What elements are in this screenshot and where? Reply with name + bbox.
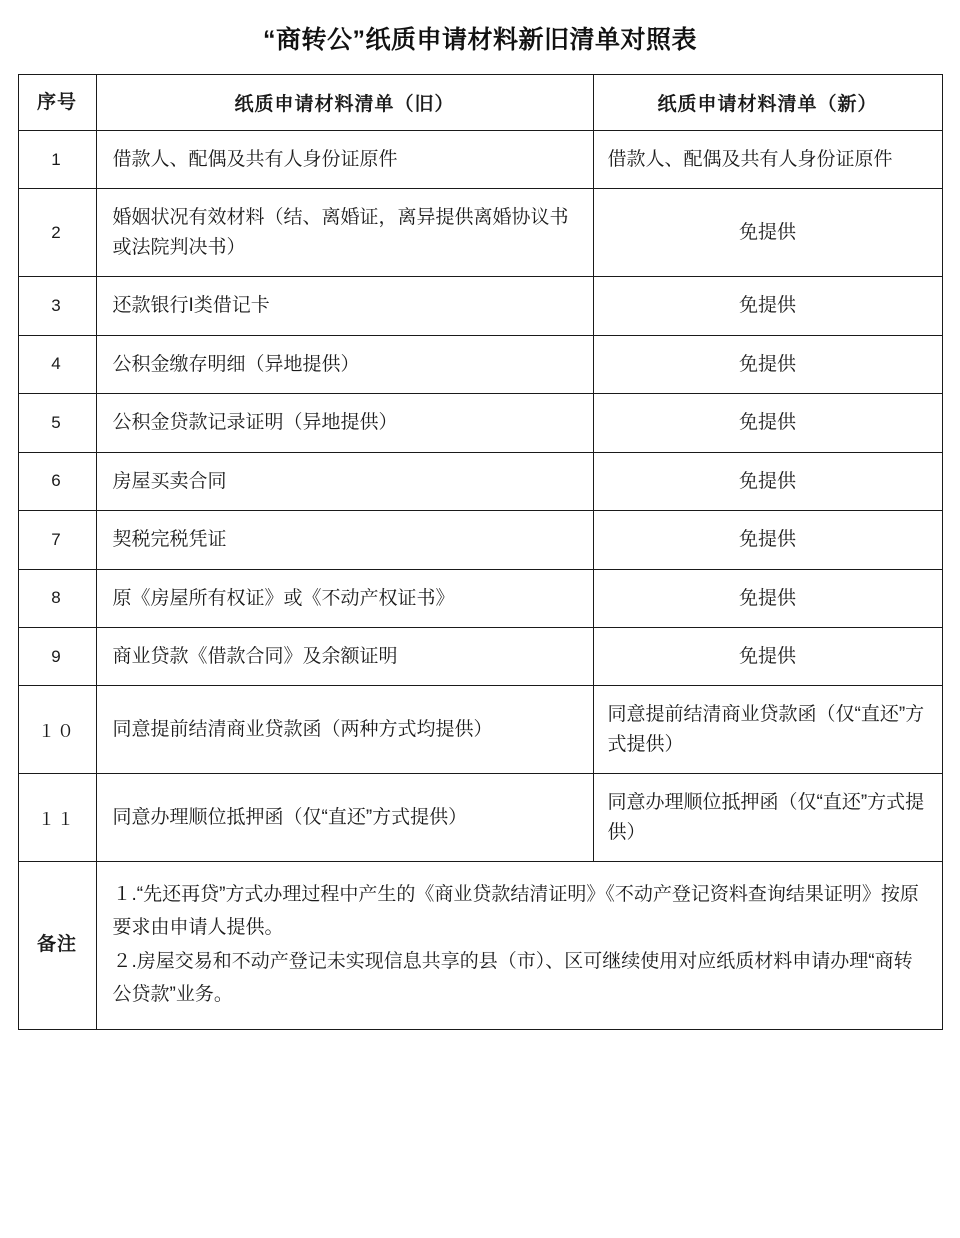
row-seq: 4 [18, 335, 96, 393]
table-row [18, 627, 942, 685]
row-new-material: 同意办理顺位抵押函（仅“直还”方式提供） [593, 774, 942, 862]
row-seq: 3 [18, 277, 96, 335]
row-old-material: 还款银行I类借记卡 [96, 277, 593, 335]
footnote-label [18, 862, 96, 1030]
table-row [18, 394, 942, 452]
footnote-line-1: １.“先还再贷”方式办理过程中产生的《商业贷款结清证明》《不动产登记资料查询结果证明》按原要求由申请人提供。 [112, 884, 919, 939]
table-row [18, 131, 942, 189]
footnote-line-2: ２.房屋交易和不动产登记未实现信息共享的县（市）、区可继续使用对应纸质材料申请办理“商转公贷款”业务。 [112, 950, 913, 1005]
row-new-material: 借款人、配偶及共有人身份证原件 [593, 131, 942, 189]
row-seq: 2 [18, 189, 96, 277]
row-old-material: 房屋买卖合同 [96, 452, 593, 510]
row-seq: １１ [18, 774, 96, 862]
footnote-label-text: 备注 [36, 934, 77, 956]
row-new-material: 免提供 [593, 335, 942, 393]
row-old-material: 契税完税凭证 [96, 511, 593, 569]
row-new-material: 免提供 [593, 452, 942, 510]
footnote-body [96, 862, 942, 1030]
table-row [18, 774, 942, 862]
row-new-material: 免提供 [593, 627, 942, 685]
column-header-old-list: 纸质申请材料清单（旧） [96, 75, 593, 131]
row-old-material: 公积金缴存明细（异地提供） [96, 335, 593, 393]
row-new-material: 免提供 [593, 569, 942, 627]
table-header-row [18, 75, 942, 131]
column-header-seq: 序号 [18, 75, 96, 131]
table-row [18, 189, 942, 277]
page-title: “商转公”纸质申请材料新旧清单对照表 [262, 26, 697, 54]
row-new-material: 免提供 [593, 189, 942, 277]
row-old-material: 同意提前结清商业贷款函（两种方式均提供） [96, 686, 593, 774]
row-new-material: 免提供 [593, 511, 942, 569]
table-row [18, 335, 942, 393]
footnote-row [18, 862, 942, 1030]
row-old-material: 同意办理顺位抵押函（仅“直还”方式提供） [96, 774, 593, 862]
row-old-material: 商业贷款《借款合同》及余额证明 [96, 627, 593, 685]
comparison-table [18, 74, 943, 1030]
row-seq: 6 [18, 452, 96, 510]
table-row [18, 686, 942, 774]
row-new-material: 免提供 [593, 394, 942, 452]
row-seq: 9 [18, 627, 96, 685]
row-seq: １０ [18, 686, 96, 774]
column-header-new-list: 纸质申请材料清单（新） [593, 75, 942, 131]
row-seq: 1 [18, 131, 96, 189]
row-old-material: 借款人、配偶及共有人身份证原件 [96, 131, 593, 189]
row-old-material: 婚姻状况有效材料（结、离婚证，离异提供离婚协议书或法院判决书） [96, 189, 593, 277]
table-row [18, 277, 942, 335]
row-new-material: 同意提前结清商业贷款函（仅“直还”方式提供） [593, 686, 942, 774]
row-old-material: 原《房屋所有权证》或《不动产权证书》 [96, 569, 593, 627]
table-row [18, 511, 942, 569]
table-row [18, 452, 942, 510]
row-seq: 8 [18, 569, 96, 627]
row-new-material: 免提供 [593, 277, 942, 335]
table-row [18, 569, 942, 627]
row-seq: 5 [18, 394, 96, 452]
row-old-material: 公积金贷款记录证明（异地提供） [96, 394, 593, 452]
row-seq: 7 [18, 511, 96, 569]
